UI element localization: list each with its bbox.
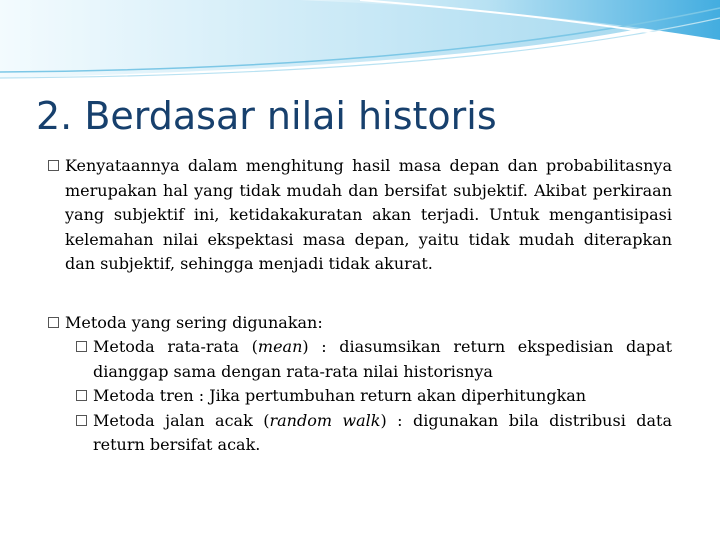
sub-bullet-prefix: Metoda jalan acak ( xyxy=(93,410,270,430)
header-wave-decoration xyxy=(0,0,720,90)
sub-bullet-prefix: Metoda rata-rata ( xyxy=(93,337,258,356)
square-outline-icon xyxy=(76,415,87,426)
square-outline-icon xyxy=(48,317,59,328)
sub-bullet-item xyxy=(76,409,672,458)
sub-bullet-text xyxy=(93,384,672,409)
spacer xyxy=(48,277,672,311)
sub-bullet-prefix: Metoda tren : Jika pertumbuhan return akan diperhitungkan xyxy=(93,386,587,405)
bullet-item xyxy=(48,154,672,277)
sub-bullet-emphasis: mean xyxy=(257,337,303,356)
bullet-text: Kenyataannya dalam menghitung hasil masa depan dan probabilitasnya merupakan hal yang tidak mudah dan bersifat subjektif. Akibat perkiraan yang subjektif ini, ketidakakuratan akan terjadi. Untuk mengantisipasi kelemahan nilai ekspektasi masa depan, yaitu tidak mudah diterapkan dan subjektif, sehingga menjadi tidak akurat. xyxy=(65,156,672,273)
sub-bullet-text xyxy=(93,409,672,458)
sub-bullet-suffix: ) : diasumsikan return ekspedisian dapat dianggap sama dengan rata-rata nilai historisnya xyxy=(93,337,672,381)
bullet-text: Metoda yang sering digunakan: xyxy=(65,312,323,332)
slide-title: 2. Berdasar nilai historis xyxy=(36,94,497,138)
bullet-item xyxy=(48,311,672,336)
sub-bullet-suffix: ) : digunakan bila distribusi data return bersifat acak. xyxy=(93,410,673,454)
square-outline-icon xyxy=(76,390,87,401)
sub-bullet-item xyxy=(76,335,672,384)
sub-bullet-item xyxy=(76,384,672,409)
sub-bullet-emphasis: random walk xyxy=(269,410,381,430)
sub-bullet-text xyxy=(93,335,672,384)
square-outline-icon xyxy=(48,160,59,171)
square-outline-icon xyxy=(76,341,87,352)
slide-content xyxy=(48,154,672,458)
